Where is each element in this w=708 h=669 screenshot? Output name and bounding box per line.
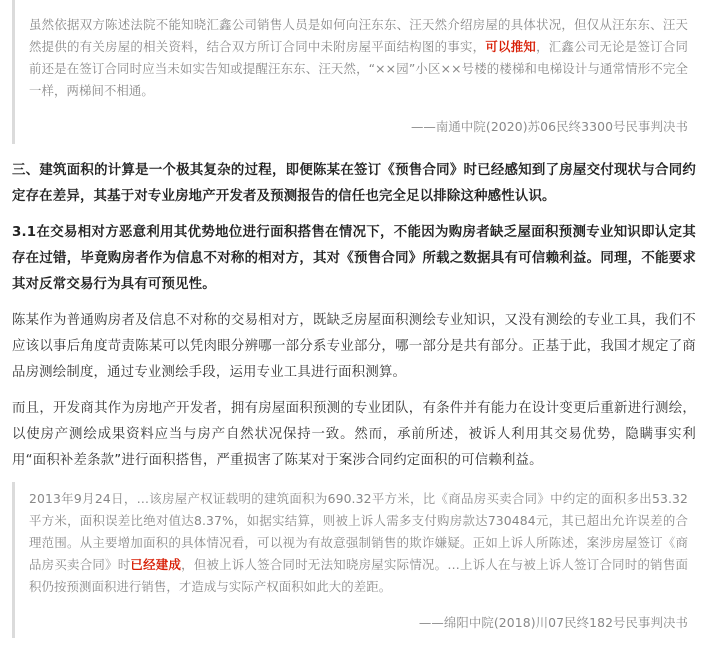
quote-text-before: 2013年9月24日，…该房屋产权证载明的建筑面积为690.32平方米，比《商品房买卖合同》中约定的面积多出53.32平方米，面积误差比绝对值达8.37%，如据实结算，则被上诉人需多支付购房款达730484元，其已超出允许误差的合理范围。从主要增加面积的具体情况看，可以视为有故意强制销售的欺诈嫌疑。正如上诉人所陈述，案涉房屋签订《商品房买卖合同》时 [29,491,688,572]
quote-highlight: 可以推知 [485,39,537,54]
body-paragraph: 而且，开发商其作为房地产开发者，拥有房屋面积预测的专业团队，有条件并有能力在设计变更后重新进行测绘，以使房产测绘成果资料应当与房产自然状况保持一致。然而，承前所述，被诉人利用其交易优势，隐瞒事实利用“面积补差条款”进行面积搭售，严重损害了陈某对于案涉合同约定面积的可信赖利益。 [12,401,696,468]
quote-paragraph [29,488,688,598]
quote-paragraph [29,14,688,102]
quote-citation: ——南通中院(2020)苏06民终3300号民事判决书 [410,119,688,134]
section-heading-3: 三、建筑面积的计算是一个极其复杂的过程，即便陈某在签订《预售合同》时已经感知到了房屋交付现状与合同约定存在差异，其基于对专业房地产开发者及预测报告的信任也完全足以排除这种感性认识。 [12,163,696,204]
quote-text-after: ，但被上诉人签合同时无法知晓房屋实际情况。…上诉人在与被上诉人签订合同时的销售面积仍按预测面积进行销售，才造成与实际产权面积如此大的差距。 [29,557,689,594]
section-heading-3-1: 3.1在交易相对方恶意利用其优势地位进行面积搭售在情况下，不能因为购房者缺乏屋面积预测专业知识即认定其存在过错，毕竟购房者作为信息不对称的相对方，其对《预售合同》所载之数据具有可信赖利益。同理，不能要求其对反常交易行为具有可预见性。 [12,225,696,292]
court-quote-block [12,0,696,144]
quote-citation: ——绵阳中院(2018)川07民终182号民事判决书 [418,615,688,630]
quote-text-after: ，汇鑫公司无论是签订合同前还是在签订合同时应当未如实告知或提醒汪东东、汪天然，“××园”小区××号楼的楼梯和电梯设计与通常情形不完全一样，两梯间不相通。 [29,39,689,98]
court-quote-block [12,482,696,638]
body-paragraph: 陈某作为普通购房者及信息不对称的交易相对方，既缺乏房屋面积测绘专业知识，又没有测绘的专业工具，我们不应该以事后角度苛责陈某可以凭肉眼分辨哪一部分系专业部分，哪一部分是共有部分。正基于此，我国才规定了商品房测绘制度，通过专业测绘手段，运用专业工具进行面积测算。 [12,313,696,380]
quote-text-before: 虽然依据双方陈述法院不能知晓汇鑫公司销售人员是如何向汪东东、汪天然介绍房屋的具体状况，但仅从汪东东、汪天然提供的有关房屋的相关资料，结合双方所订合同中未附房屋平面结构图的事实， [29,17,688,54]
quote-highlight: 已经建成 [130,557,182,572]
